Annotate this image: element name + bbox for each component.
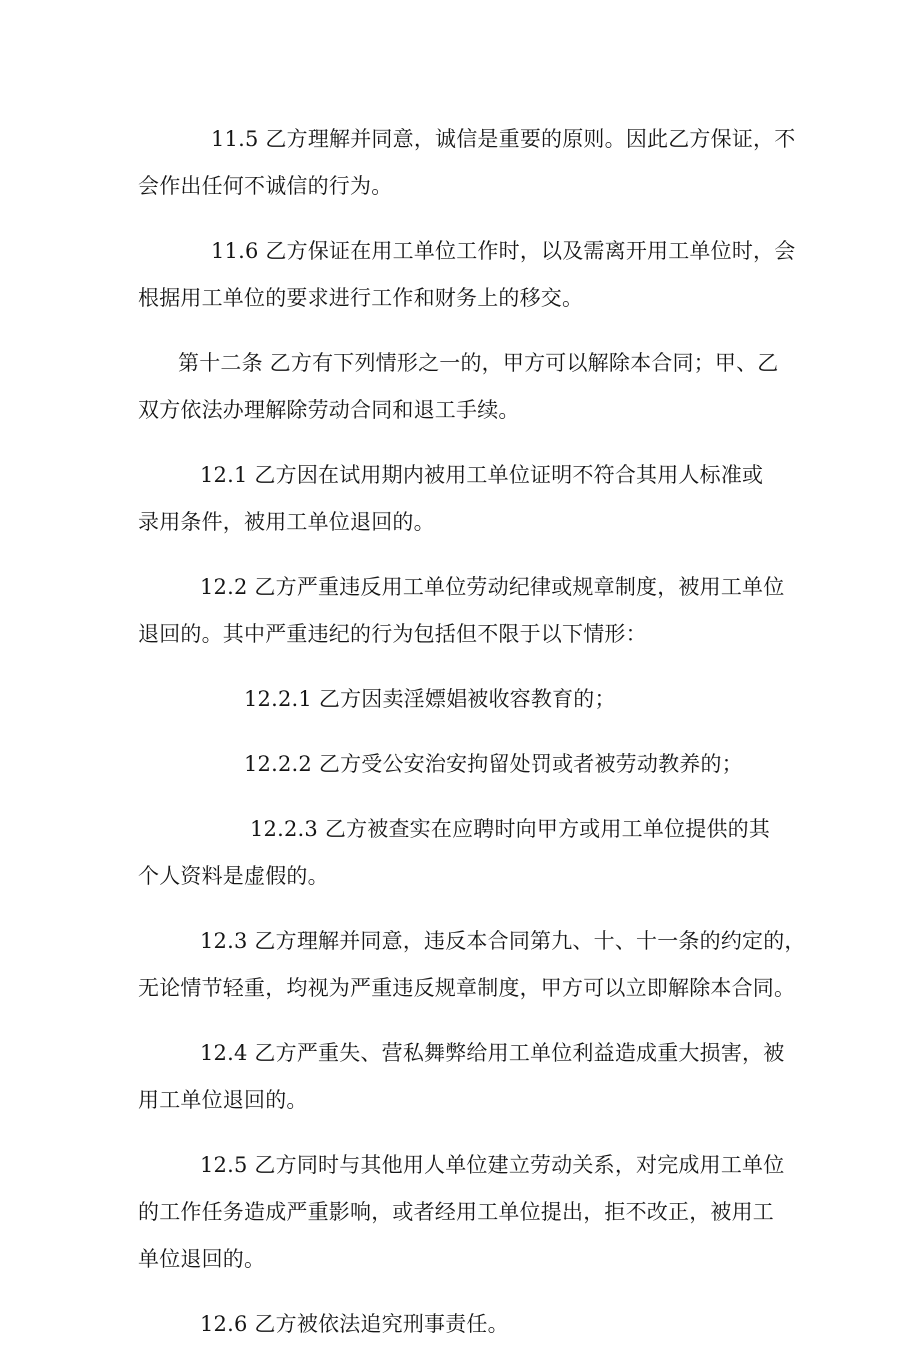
text-line: 12.4 乙方严重失、营私舞弊给用工单位利益造成重大损害，被 [200, 1041, 785, 1065]
text-line: 12.2.1 乙方因卖淫嫖娼被收容教育的； [244, 687, 616, 711]
text-line: 双方依法办理解除劳动合同和退工手续。 [138, 398, 520, 422]
clause-12-2-3 [138, 806, 783, 900]
text-line: 12.2.2 乙方受公安治安拘留处罚或者被劳动教养的； [244, 752, 743, 776]
text-line: 退回的。其中严重违纪的行为包括但不限于以下情形： [138, 622, 647, 646]
text-line: 12.6 乙方被依法追究刑事责任。 [200, 1312, 509, 1336]
text-line: 12.1 乙方因在试用期内被用工单位证明不符合其用人标准或 [200, 463, 764, 487]
clause-12-4 [138, 1030, 783, 1124]
text-line: 第十二条 乙方有下列情形之一的，甲方可以解除本合同；甲、乙 [178, 351, 779, 375]
text-line: 12.3 乙方理解并同意，违反本合同第九、十、十一条的约定的， [200, 929, 806, 953]
text-line: 11.6 乙方保证在用工单位工作时，以及需离开用工单位时，会 [211, 239, 796, 263]
clause-11-6 [138, 228, 796, 322]
text-line: 单位退回的。 [138, 1247, 266, 1271]
clause-12-2-2 [138, 741, 783, 788]
clause-12-2 [138, 564, 783, 658]
text-line: 录用条件，被用工单位退回的。 [138, 510, 435, 534]
text-line: 12.5 乙方同时与其他用人单位建立劳动关系，对完成用工单位 [200, 1153, 785, 1177]
clause-11-5 [138, 116, 796, 210]
clause-12-3 [138, 918, 806, 1012]
text-line: 12.2 乙方严重违反用工单位劳动纪律或规章制度，被用工单位 [200, 575, 785, 599]
text-line: 无论情节轻重，均视为严重违反规章制度，甲方可以立即解除本合同。 [138, 976, 796, 1000]
document-body [138, 116, 806, 1366]
clause-12-2-1 [138, 676, 783, 723]
text-line: 用工单位退回的。 [138, 1088, 308, 1112]
article-12 [138, 340, 783, 434]
clause-12-1 [138, 452, 783, 546]
text-line: 根据用工单位的要求进行工作和财务上的移交。 [138, 286, 584, 310]
text-line: 11.5 乙方理解并同意，诚信是重要的原则。因此乙方保证，不 [211, 127, 796, 151]
clause-12-5 [138, 1142, 783, 1283]
text-line: 12.2.3 乙方被查实在应聘时向甲方或用工单位提供的其 [250, 817, 771, 841]
clause-12-6 [138, 1301, 783, 1348]
text-line: 个人资料是虚假的。 [138, 864, 329, 888]
text-line: 会作出任何不诚信的行为。 [138, 174, 393, 198]
text-line: 的工作任务造成严重影响，或者经用工单位提出，拒不改正，被用工 [138, 1200, 774, 1224]
